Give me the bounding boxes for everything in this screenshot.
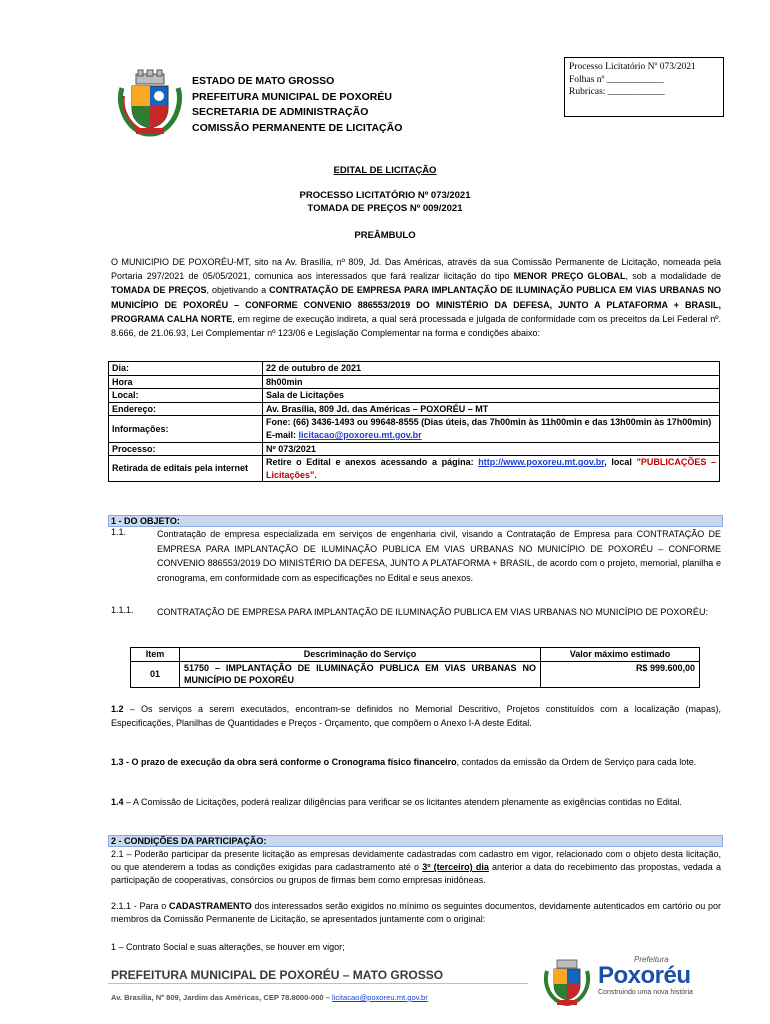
- table-row: [109, 375, 720, 389]
- document-list-item-1: 1 – Contrato Social e suas alterações, se houver em vigor;: [111, 942, 345, 952]
- section-2-1-text-c: anterior a data do recebimento das propostas, vedada a participação de cooperativas, consórcios ou grupos de firmas bem como empresas inidôneas.: [111, 862, 721, 886]
- preamble-text-3: , objetivando a: [206, 285, 270, 296]
- retirada-text: Retire o Edital e anexos acessando a página:: [266, 457, 479, 468]
- stamp-folhas: Folhas nº ____________: [569, 74, 664, 85]
- section-1-2-text: – Os serviços a serem executados, encontram-se definidos no Memorial Descritivo, Projetos constituídos com a localização (mapas), Especificações, Planilhas de Quantidades e Preços - Orçamento, que compõem o Anexo I-A deste Edital.: [111, 704, 721, 729]
- footer-divider: [108, 983, 528, 984]
- brand-name: Poxoréu: [598, 962, 691, 989]
- header-line-commission: COMISSÃO PERMANENTE DE LICITAÇÃO: [192, 121, 403, 134]
- info-phone: Fone: (66) 3436-1493 ou 99648-8555 (Dias úteis, das 7h00min às 11h00min e das 13h00min às 17h00min): [266, 417, 712, 428]
- section-1-4-paragraph: [111, 795, 721, 809]
- preamble-bold-1: MENOR PREÇO GLOBAL: [513, 271, 626, 282]
- footer-email-link[interactable]: licitacao@poxoreu.mt.gov.br: [332, 993, 428, 1002]
- stamp-rubricas: Rubricas: ____________: [569, 87, 665, 97]
- info-value-contact: [263, 416, 720, 442]
- process-stamp: [564, 57, 724, 117]
- info-value: Sala de Licitações: [263, 389, 720, 403]
- info-key: Retirada de editais pela internet: [109, 456, 263, 482]
- edital-title: EDITAL DE LICITAÇÃO: [333, 165, 437, 176]
- item-number-1-1: 1.1.: [111, 527, 127, 537]
- section-2-1-1-paragraph: [111, 900, 721, 926]
- tomada-title: TOMADA DE PREÇOS Nº 009/2021: [307, 203, 463, 214]
- info-key: Endereço:: [109, 402, 263, 416]
- stamp-process: Processo Licitatório Nº 073/2021: [569, 62, 696, 72]
- info-value: 8h00min: [263, 375, 720, 389]
- info-key: Local:: [109, 389, 263, 403]
- section-1-3-paragraph: [111, 755, 721, 769]
- info-email-label: E-mail:: [266, 429, 299, 440]
- preamble-bold-3: CONTRATAÇÃO DE EMPRESA PARA IMPLANTAÇÃO DE ILUMINAÇÃO PUBLICA EM VIAS URBANAS NO MUNICÍPIO DE POXORÉU – CONFORME CONVENIO 886553/2019 DO MINISTÉRIO DA DEFESA, JUNTO A PLATAFORMA + BRASIL, PROGRAMA CALHA NORTE: [111, 285, 721, 324]
- preambulo-title: PREÂMBULO: [354, 230, 416, 241]
- retirada-local: , local: [604, 457, 637, 468]
- table-row: [109, 362, 720, 376]
- section-1-2-number: 1.2: [111, 704, 124, 714]
- header-lines: [192, 74, 402, 136]
- section-2-1-text-a: 2.1 – Poderão participar da presente licitação as empresas devidamente cadastradas com cadastro em vigor, relacionado com o objeto desta licitação, ou que atenderem a todas as condições exigidas para cadastramento até o: [111, 849, 721, 873]
- table-row: [109, 456, 720, 482]
- footer-address: [111, 993, 428, 1002]
- info-value-retirada: [263, 456, 720, 482]
- preamble-bold-2: TOMADA DE PREÇOS: [111, 285, 207, 296]
- info-key: Processo:: [109, 442, 263, 456]
- section-1-2-paragraph: [111, 702, 721, 730]
- section-1-3-bold: 1.3 - O prazo de execução da obra será conforme o Cronograma físico financeiro: [111, 757, 457, 767]
- section-1-1-text: Contratação de empresa especializada em serviços de engenharia civil, visando a Contratação de Empresa para CONTRATAÇÃO DE EMPRESA PARA IMPLANTAÇÃO DE ILUMINAÇÃO PUBLICA EM VIAS URBANAS NO MUNICÍPIO DE POXORÉU – CONFORME CONVENIO 886553/2019 DO MINISTÉRIO DA DEFESA, JUNTO A PLATAFORMA + BRASIL, de acordo com o projeto, memorial, planilha e cronograma, em conformidade com as especificações no Edital e seus anexos.: [157, 529, 721, 583]
- section-2-1-1-text-a: 2.1.1 - Para o: [111, 901, 169, 911]
- table-row: [131, 648, 700, 662]
- section-2-1-1-bold: CADASTRAMENTO: [168, 901, 252, 911]
- footer-address-text: Av. Brasília, Nº 809, Jardim das Américas, CEP 78.8000-000 –: [111, 993, 333, 1002]
- section-1-4-text: – A Comissão de Licitações, poderá realizar diligências para verificar se os licitantes atendem plenamente as exigências contidas no Edital.: [123, 797, 682, 807]
- section-2-1-1-text-c: dos interessados serão exigidos no mínimo os seguintes documentos, devidamente autenticados em cartório ou por membros da Comissão Permanente de Licitação, se apresentados juntamente com o original:: [111, 901, 721, 925]
- info-value: Av. Brasília, 809 Jd. das Américas – POXORÉU – MT: [263, 402, 720, 416]
- item-number-1-1-1: 1.1.1.: [111, 605, 134, 615]
- table-row: [109, 442, 720, 456]
- column-header-item: Item: [131, 648, 180, 662]
- brand-slogan: Construindo uma nova história: [598, 989, 693, 996]
- section-1-heading: 1 - DO OBJETO:: [108, 515, 723, 527]
- preamble-text-1: O MUNICIPIO DE POXORÉU-MT, sito na Av. Brasília, nº 809, Jd. Das Américas, através da sua Comissão Permanente de Licitação, nomeada pela Portaria 297/2021 de 05/05/2021, comunica aos interessados que fará realizar licitação do tipo: [111, 257, 721, 282]
- footer-coat-of-arms-logo: [541, 955, 593, 1007]
- coat-of-arms-logo: [114, 66, 186, 138]
- table-row: [109, 389, 720, 403]
- cell-description: 51750 – IMPLANTAÇÃO DE ILUMINAÇÃO PUBLICA EM VIAS URBANAS NO MUNICÍPIO DE POXORÉU: [180, 661, 541, 687]
- table-row: [131, 661, 700, 687]
- info-value: 22 de outubro de 2021: [263, 362, 720, 376]
- service-table: [130, 647, 700, 688]
- footer-title: PREFEITURA MUNICIPAL DE POXORÉU – MATO GROSSO: [111, 968, 444, 982]
- info-key: Informações:: [109, 416, 263, 442]
- processo-title: PROCESSO LICITATÓRIO Nº 073/2021: [299, 190, 471, 201]
- preamble-text-4: , em regime de execução indireta, a qual será processada e julgada de conformidade com os preceitos da Lei Federal nº. 8.666, de 21.06.93, Lei Complementar nº 123/06 e Legislação Complementar na forma e condições abaixo:: [111, 313, 721, 339]
- preamble-paragraph: [111, 255, 721, 340]
- header-line-secretariat: SECRETARIA DE ADMINISTRAÇÃO: [192, 106, 369, 118]
- brand-prefix: Prefeitura: [634, 955, 669, 964]
- email-link[interactable]: licitacao@poxoreu.mt.gov.br: [298, 429, 422, 440]
- table-row: [109, 416, 720, 442]
- section-2-1-paragraph: [111, 848, 721, 888]
- preamble-text-2: , sob a modalidade de: [625, 271, 721, 282]
- column-header-value: Valor máximo estimado: [541, 648, 700, 662]
- info-table: [108, 361, 720, 482]
- section-1-3-text: , contados da emissão da Ordem de Serviço para cada lote.: [456, 757, 697, 767]
- section-1-1-1-text: CONTRATAÇÃO DE EMPRESA PARA IMPLANTAÇÃO DE ILUMINAÇÃO PUBLICA EM VIAS URBANAS NO MUNICÍPIO DE POXORÉU:: [157, 607, 708, 617]
- website-link[interactable]: http://www.poxoreu.mt.gov.br: [478, 457, 605, 468]
- header-line-prefecture: PREFEITURA MUNICIPAL DE POXORÉU: [192, 90, 392, 103]
- section-1-4-number: 1.4: [111, 797, 124, 807]
- table-row: [109, 402, 720, 416]
- header-line-state: ESTADO DE MATO GROSSO: [192, 75, 335, 87]
- cell-item: 01: [131, 661, 180, 687]
- info-key: Dia:: [109, 362, 263, 376]
- section-2-1-deadline: 3º (terceiro) dia: [422, 862, 489, 873]
- retirada-section-name: "PUBLICAÇÕES –Licitações".: [266, 457, 717, 480]
- info-value: Nº 073/2021: [263, 442, 720, 456]
- info-key: Hora: [109, 375, 263, 389]
- column-header-description: Descriminação do Serviço: [180, 648, 541, 662]
- cell-value: R$ 999.600,00: [541, 661, 700, 687]
- footer-brand-logo: [598, 955, 698, 996]
- section-2-heading: 2 - CONDIÇÕES DA PARTICIPAÇÃO:: [108, 835, 723, 847]
